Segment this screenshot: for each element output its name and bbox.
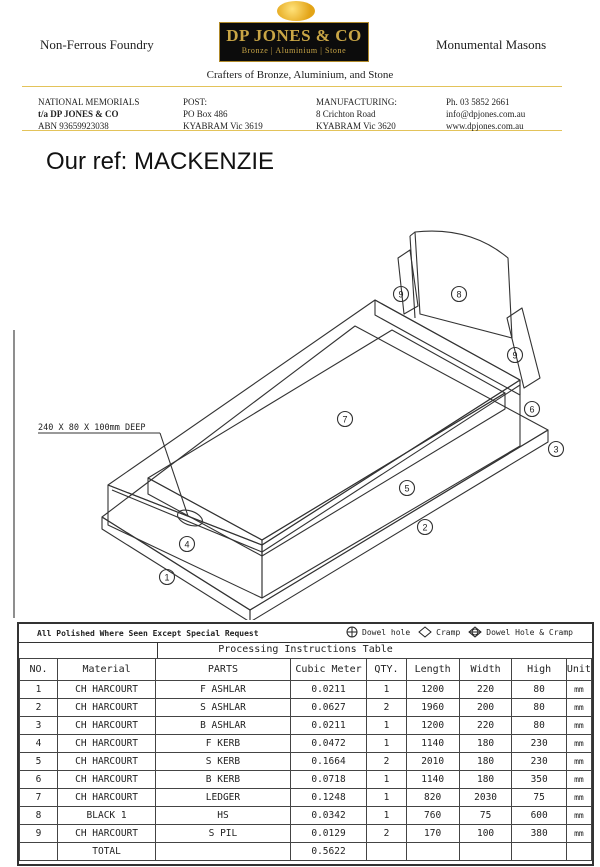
table-row (20, 807, 592, 825)
notes-row (19, 624, 592, 643)
address-line (38, 108, 139, 120)
table-cell: 80 (512, 699, 566, 717)
table-cell: 2 (367, 699, 406, 717)
svg-text:7: 7 (342, 414, 348, 425)
logo-name: DP JONES & CO (226, 26, 362, 45)
address-manufacturing (316, 96, 397, 132)
headstone-edge (410, 232, 415, 236)
table-cell: 80 (512, 717, 566, 735)
address-line: NATIONAL MEMORIALS (38, 97, 140, 107)
table-cell: BLACK 1 (57, 807, 155, 825)
our-reference: Our ref: MACKENZIE (46, 148, 275, 175)
col-header: NO. (20, 659, 58, 681)
table-cell: 80 (512, 681, 566, 699)
table-cell: mm (566, 807, 591, 825)
table-cell: 0.0211 (290, 717, 367, 735)
cramp-icon (418, 626, 432, 638)
table-cell: 1140 (406, 771, 459, 789)
table-row (20, 717, 592, 735)
address-line: MANUFACTURING: (316, 97, 397, 107)
table-cell: CH HARCOURT (57, 771, 155, 789)
table-row (20, 753, 592, 771)
table-row (20, 771, 592, 789)
part-label-7 (338, 412, 353, 427)
table-cell: 0.0342 (290, 807, 367, 825)
address-line: ABN 93659923038 (38, 121, 109, 131)
table-cell: S ASHLAR (156, 699, 290, 717)
processing-table (17, 622, 594, 866)
table-cell: 2010 (406, 753, 459, 771)
table-cell: 0.0718 (290, 771, 367, 789)
table-cell: 2 (367, 753, 406, 771)
dowel-hole-icon (346, 626, 358, 638)
table-cell: 0.0627 (290, 699, 367, 717)
kerb-side-face (262, 380, 520, 598)
foundry-tagline: Non-Ferrous Foundry (40, 37, 154, 52)
table-cell: 1200 (406, 717, 459, 735)
table-cell: 0.0472 (290, 735, 367, 753)
table-cell (566, 843, 591, 861)
part-label-9-left (394, 287, 409, 302)
table-cell: 3 (20, 717, 58, 735)
table-cell: 75 (459, 807, 512, 825)
table-cell: CH HARCOURT (57, 825, 155, 843)
svg-text:9: 9 (512, 350, 518, 361)
part-label-2 (418, 520, 433, 535)
ashlar-side-face (250, 430, 548, 620)
ashlar-top-outline (102, 326, 548, 610)
table-cell: F KERB (156, 735, 290, 753)
table-cell (512, 843, 566, 861)
title-spacer (19, 642, 158, 658)
callout-text: 240 X 80 X 100mm DEEP (38, 423, 146, 433)
table-cell: 75 (512, 789, 566, 807)
table-cell: 220 (459, 717, 512, 735)
table-cell: HS (156, 807, 290, 825)
svg-text:2: 2 (422, 522, 428, 533)
table-cell: 1 (367, 681, 406, 699)
table-cell: S KERB (156, 753, 290, 771)
left-pillar (398, 250, 418, 314)
table-cell: 170 (406, 825, 459, 843)
col-header: PARTS (156, 659, 290, 681)
table-cell: 6 (20, 771, 58, 789)
table-cell: CH HARCOURT (57, 735, 155, 753)
table-cell: LEDGER (156, 789, 290, 807)
table-cell: 2030 (459, 789, 512, 807)
table-cell: 5 (20, 753, 58, 771)
col-header: Material (57, 659, 155, 681)
header-divider-top (22, 86, 562, 87)
legend-dowel: Dowel hole (362, 627, 411, 637)
part-label-8 (452, 287, 467, 302)
table-cell: 2 (367, 825, 406, 843)
ledger-front-face (148, 478, 262, 556)
table-row (20, 789, 592, 807)
part-label-6 (525, 402, 540, 417)
table-row (20, 735, 592, 753)
table-cell: B ASHLAR (156, 717, 290, 735)
address-line-bold: t/a DP JONES & CO (38, 109, 119, 119)
address-line: www.dpjones.com.au (446, 121, 524, 131)
svg-text:9: 9 (398, 289, 404, 300)
header-row (20, 659, 592, 681)
col-header: High (512, 659, 566, 681)
table-cell: 7 (20, 789, 58, 807)
part-label-5 (400, 481, 415, 496)
table-cell: 2 (20, 699, 58, 717)
table-cell: CH HARCOURT (57, 753, 155, 771)
table-cell: mm (566, 825, 591, 843)
table-row (20, 699, 592, 717)
address-contact (446, 96, 525, 132)
table-cell: mm (566, 735, 591, 753)
table-cell: CH HARCOURT (57, 699, 155, 717)
legend-cramp: Cramp (436, 627, 461, 637)
svg-text:5: 5 (404, 483, 410, 494)
table-cell (459, 843, 512, 861)
col-header: Length (406, 659, 459, 681)
ledger-top (148, 330, 505, 540)
table-cell: 1200 (406, 681, 459, 699)
table-cell: 1 (367, 735, 406, 753)
crafters-tagline: Crafters of Bronze, Aluminium, and Stone (206, 69, 394, 81)
table-cell: 9 (20, 825, 58, 843)
total-value: 0.5622 (290, 843, 367, 861)
table-cell: CH HARCOURT (57, 681, 155, 699)
table-cell: 220 (459, 681, 512, 699)
legend-both: Dowel Hole & Cramp (486, 627, 573, 637)
polish-note: All Polished Where Seen Except Special Request (37, 629, 259, 638)
logo-ornament (277, 1, 315, 21)
table-cell (20, 843, 58, 861)
table-cell: 180 (459, 771, 512, 789)
table-cell: S PIL (156, 825, 290, 843)
table-cell: 380 (512, 825, 566, 843)
table-title-row (19, 642, 592, 659)
table-cell: 0.1248 (290, 789, 367, 807)
table-cell: F ASHLAR (156, 681, 290, 699)
table-cell: mm (566, 753, 591, 771)
table-cell: 1 (367, 717, 406, 735)
table-cell: mm (566, 771, 591, 789)
monument-drawing (0, 190, 600, 620)
part-label-1 (160, 570, 175, 585)
legend (346, 626, 577, 638)
table-cell: mm (566, 699, 591, 717)
table-cell: mm (566, 681, 591, 699)
table-cell: 200 (459, 699, 512, 717)
svg-text:3: 3 (553, 444, 559, 455)
dowel-cramp-icon (468, 626, 482, 638)
table-cell: 1 (367, 771, 406, 789)
table-cell: 100 (459, 825, 512, 843)
table-cell: CH HARCOURT (57, 717, 155, 735)
table-cell: 1140 (406, 735, 459, 753)
part-label-3 (549, 442, 564, 457)
table-cell: 1 (367, 807, 406, 825)
table-cell (406, 843, 459, 861)
back-kerb (375, 300, 520, 395)
table-cell: CH HARCOURT (57, 789, 155, 807)
address-line: PO Box 486 (183, 109, 228, 119)
parts-grid (19, 658, 592, 861)
table-cell: 1 (367, 789, 406, 807)
ledger-side-face (262, 393, 505, 556)
table-cell: 1 (20, 681, 58, 699)
table-cell: 180 (459, 753, 512, 771)
table-cell: mm (566, 717, 591, 735)
address-post (183, 96, 263, 132)
table-cell: 8 (20, 807, 58, 825)
col-header: Width (459, 659, 512, 681)
address-line: Ph. 03 5852 2661 (446, 97, 510, 107)
table-title: Processing Instructions Table (218, 644, 393, 655)
table-cell: B KERB (156, 771, 290, 789)
total-label: TOTAL (57, 843, 155, 861)
address-company (38, 96, 139, 132)
address-line: 8 Crichton Road (316, 109, 376, 119)
callout-leader (160, 433, 188, 516)
table-row (20, 681, 592, 699)
address-line: KYABRAM Vic 3619 (183, 121, 263, 131)
table-cell: 1960 (406, 699, 459, 717)
address-line: KYABRAM Vic 3620 (316, 121, 396, 131)
table-cell: 230 (512, 735, 566, 753)
table-cell: 0.0211 (290, 681, 367, 699)
col-header: QTY. (367, 659, 406, 681)
part-label-4 (180, 537, 195, 552)
table-cell: 760 (406, 807, 459, 825)
col-header: Cubic Meter (290, 659, 367, 681)
svg-text:1: 1 (164, 572, 170, 583)
table-cell: 4 (20, 735, 58, 753)
headstone (415, 231, 512, 338)
svg-text:6: 6 (529, 404, 535, 415)
col-header: Unit (566, 659, 591, 681)
svg-text:4: 4 (184, 539, 190, 550)
table-cell: mm (566, 789, 591, 807)
table-cell: 0.0129 (290, 825, 367, 843)
address-line: POST: (183, 97, 208, 107)
logo-subtitle: Bronze | Aluminium | Stone (241, 46, 347, 55)
address-line: info@dpjones.com.au (446, 109, 526, 119)
company-logo (219, 22, 369, 62)
masons-tagline: Monumental Masons (436, 37, 547, 52)
table-cell: 0.1664 (290, 753, 367, 771)
table-cell: 600 (512, 807, 566, 825)
table-cell (156, 843, 290, 861)
total-row (20, 843, 592, 861)
table-row (20, 825, 592, 843)
table-cell: 230 (512, 753, 566, 771)
table-cell: 350 (512, 771, 566, 789)
svg-text:8: 8 (456, 289, 462, 300)
table-cell (367, 843, 406, 861)
table-cell: 820 (406, 789, 459, 807)
part-label-9-right (508, 348, 523, 363)
table-cell: 180 (459, 735, 512, 753)
